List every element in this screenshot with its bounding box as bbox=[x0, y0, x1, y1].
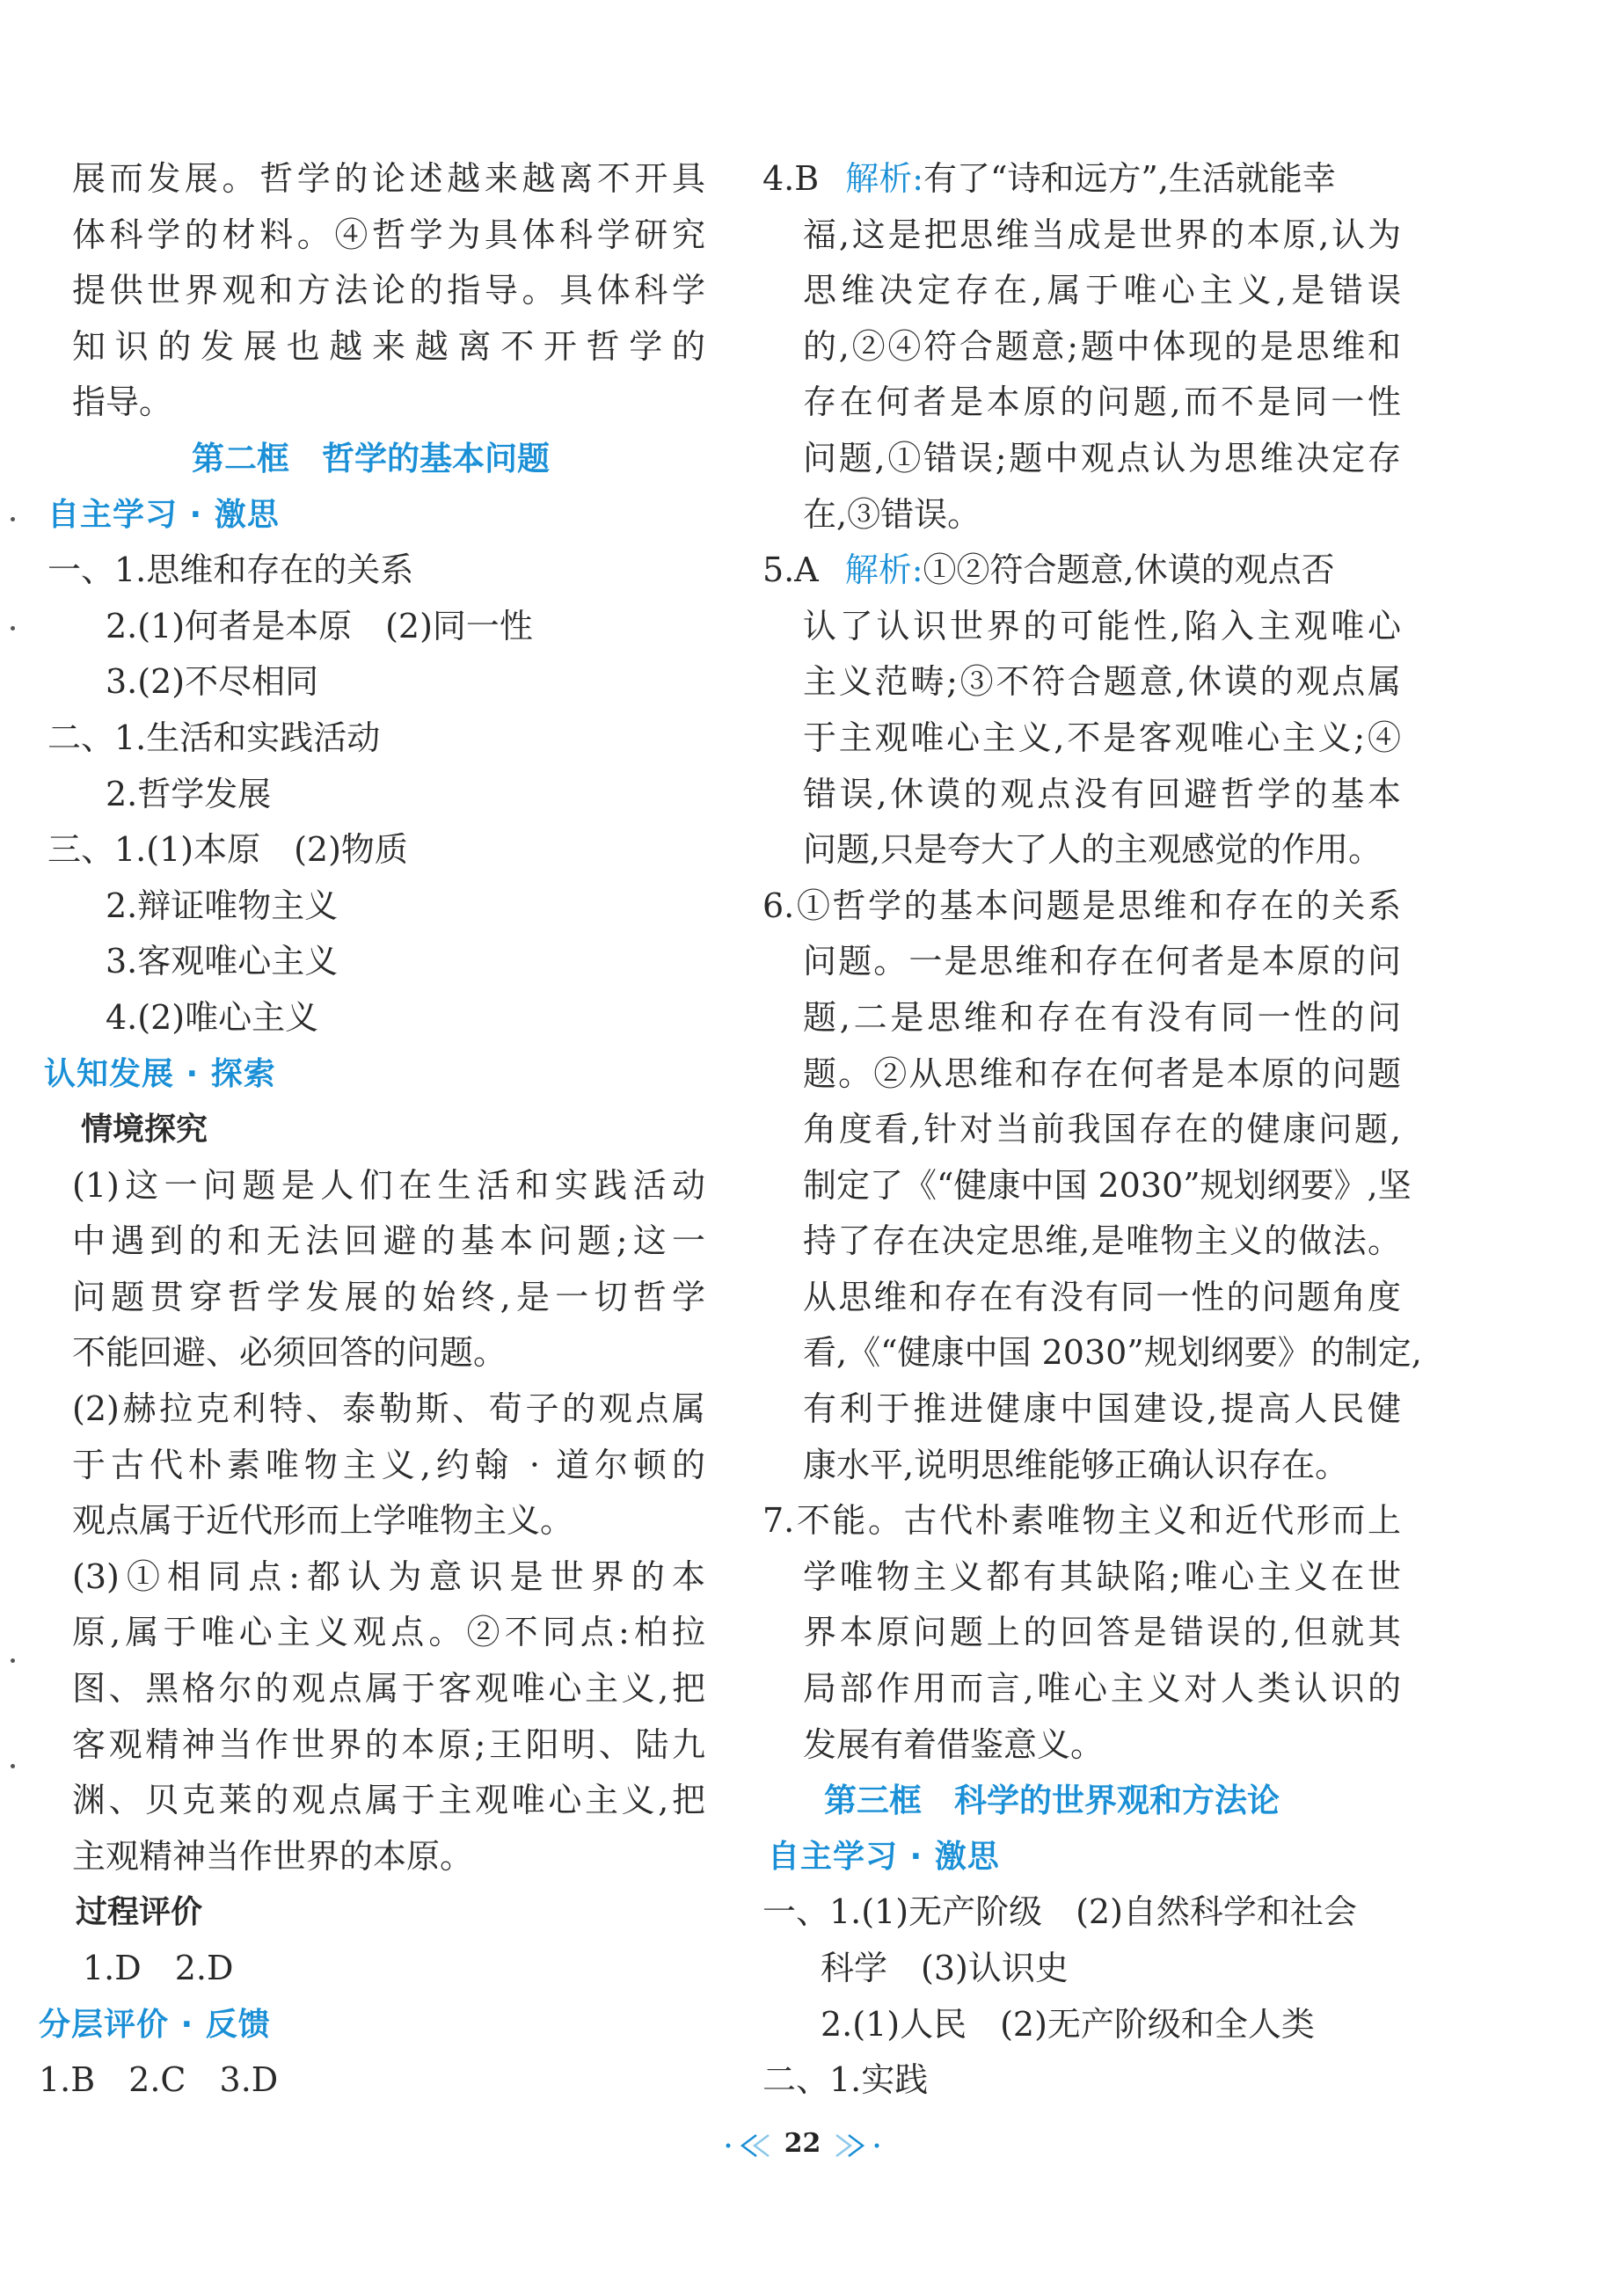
answer-line: 2.辩证唯物主义 bbox=[106, 886, 339, 925]
margin-mark bbox=[11, 626, 15, 630]
answer-line-4 bbox=[762, 151, 1401, 208]
text-line: 于主观唯心主义,不是客观唯心主义;④ bbox=[803, 718, 1401, 757]
text-line: 认了认识世界的可能性,陷入主观唯心 bbox=[803, 606, 1401, 645]
answer-line: 科学 (3)认识史 bbox=[821, 1949, 1069, 1987]
frame-3-title: 第三框 科学的世界观和方法论 bbox=[824, 1782, 1280, 1820]
answer-line: 一、1.思维和存在的关系 bbox=[47, 550, 414, 590]
text-line: 指导。 bbox=[72, 383, 173, 422]
text-line: 错误,休谟的观点没有回避哲学的基本 bbox=[803, 774, 1401, 813]
left-column bbox=[39, 151, 705, 2109]
answer-line-7: 7.不能。古代朴素唯物主义和近代形而上 bbox=[762, 1501, 1401, 1541]
text-line: 原,属于唯心主义观点。②不同点:柏拉 bbox=[72, 1613, 705, 1652]
text-line: 题。②从思维和存在何者是本原的问题 bbox=[803, 1053, 1401, 1093]
text-line: 于古代朴素唯物主义,约翰 · 道尔顿的 bbox=[72, 1445, 705, 1484]
frame-2-title: 第二框 哲学的基本问题 bbox=[192, 439, 550, 477]
text-line: 持了存在决定思维,是唯物主义的做法。 bbox=[803, 1221, 1401, 1261]
margin-mark bbox=[11, 1658, 15, 1663]
text-line: 题,二是思维和存在有没有同一性的问 bbox=[803, 997, 1401, 1037]
text-line: 有利于推进健康中国建设,提高人民健 bbox=[803, 1389, 1401, 1429]
text-line: (1)这一问题是人们在生活和实践活动 bbox=[72, 1165, 705, 1205]
text-line: 界本原问题上的回答是错误的,但就其 bbox=[803, 1613, 1401, 1652]
text-line: 局部作用而言,唯心主义对人类认识的 bbox=[803, 1669, 1401, 1709]
text-line: 知识的发展也越来越离不开哲学的 bbox=[72, 326, 705, 366]
ornament-right-icon bbox=[821, 2132, 882, 2160]
answer-line: 4.(2)唯心主义 bbox=[106, 997, 319, 1037]
text-line: 体科学的材料。④哲学为具体科学研究 bbox=[72, 215, 705, 254]
text-line: 客观精神当作世界的本原;王阳明、陆九 bbox=[72, 1724, 705, 1764]
text-line: 学唯物主义都有其缺陷;唯心主义在世 bbox=[803, 1556, 1401, 1596]
text-line: 角度看,针对当前我国存在的健康问题, bbox=[803, 1110, 1401, 1149]
section-heading-zizhu: 自主学习 · 激思 bbox=[47, 496, 280, 533]
answer-number: 4.B bbox=[762, 159, 820, 198]
text-line: 问题贯穿哲学发展的始终,是一切哲学 bbox=[72, 1277, 705, 1316]
text-line: 的,②④符合题意;题中体现的是思维和 bbox=[803, 326, 1401, 366]
section-heading-fenceng: 分层评价 · 反馈 bbox=[39, 2006, 271, 2043]
subheading-guocheng: 过程评价 bbox=[76, 1894, 203, 1931]
right-column bbox=[762, 151, 1422, 2109]
text-line: 看,《“健康中国 2030”规划纲要》的制定, bbox=[803, 1333, 1422, 1373]
text-line: 思维决定存在,属于唯心主义,是错误 bbox=[803, 271, 1401, 310]
analysis-label: 解析: bbox=[844, 550, 923, 590]
text-line: 存在何者是本原的问题,而不是同一性 bbox=[803, 383, 1401, 422]
answer-line: 2.(1)人民 (2)无产阶级和全人类 bbox=[821, 2004, 1315, 2044]
answer-line-6: 6.①哲学的基本问题是思维和存在的关系 bbox=[762, 886, 1401, 925]
text-line: 渊、贝克莱的观点属于主观唯心主义,把 bbox=[72, 1781, 705, 1820]
answer-number: 5.A bbox=[762, 550, 819, 590]
text-line: 主观精神当作世界的本原。 bbox=[72, 1836, 474, 1876]
page-number-badge bbox=[749, 2128, 857, 2159]
section-heading-zizhu-2: 自主学习 · 激思 bbox=[768, 1838, 1000, 1875]
answer-line: 2.哲学发展 bbox=[106, 774, 272, 813]
answer-line: 1.D 2.D bbox=[83, 1949, 234, 1987]
answer-line: 1.B 2.C 3.D bbox=[39, 2060, 279, 2100]
text-line: (3)①相同点:都认为意识是世界的本 bbox=[72, 1556, 705, 1596]
text-line: 问题,①错误;题中观点认为思维决定存 bbox=[803, 438, 1401, 477]
margin-mark bbox=[11, 517, 15, 521]
text-line: 图、黑格尔的观点属于客观唯心主义,把 bbox=[72, 1669, 705, 1709]
text-line: 中遇到的和无法回避的基本问题;这一 bbox=[72, 1221, 705, 1261]
text-line: 不能回避、必须回答的问题。 bbox=[72, 1333, 507, 1373]
text-line: (2)赫拉克利特、泰勒斯、荀子的观点属 bbox=[72, 1389, 705, 1429]
margin-mark bbox=[11, 1764, 15, 1768]
answer-text: 有了“诗和远方”,生活就能幸 bbox=[923, 159, 1336, 198]
page-footer bbox=[0, 2128, 1605, 2159]
text-line: 问题。一是思维和存在何者是本原的问 bbox=[803, 942, 1401, 981]
answer-line: 二、1.生活和实践活动 bbox=[47, 718, 381, 757]
text-line: 发展有着借鉴意义。 bbox=[803, 1724, 1105, 1764]
answer-line: 3.客观唯心主义 bbox=[106, 942, 339, 981]
answer-line: 3.(2)不尽相同 bbox=[106, 662, 319, 702]
text-line: 制定了《“健康中国 2030”规划纲要》,坚 bbox=[803, 1165, 1412, 1205]
ornament-left-icon bbox=[723, 2132, 784, 2160]
answer-line: 三、1.(1)本原 (2)物质 bbox=[47, 830, 408, 870]
answer-line: 2.(1)何者是本原 (2)同一性 bbox=[106, 606, 533, 645]
text-line: 主义范畴;③不符合题意,休谟的观点属 bbox=[803, 662, 1401, 702]
analysis-label: 解析: bbox=[845, 159, 923, 198]
page-number: 22 bbox=[784, 2128, 821, 2159]
answer-line-5 bbox=[762, 543, 1401, 599]
answer-line: 二、1.实践 bbox=[762, 2060, 929, 2100]
text-line: 问题,只是夸大了人的主观感觉的作用。 bbox=[803, 830, 1382, 870]
text-line: 提供世界观和方法论的指导。具体科学 bbox=[72, 271, 705, 310]
text-line: 康水平,说明思维能够正确认识存在。 bbox=[803, 1445, 1349, 1484]
text-line: 从思维和存在有没有同一性的问题角度 bbox=[803, 1277, 1401, 1316]
section-heading-renzhi: 认知发展 · 探索 bbox=[44, 1055, 276, 1092]
subheading-qingjing: 情境探究 bbox=[81, 1112, 208, 1148]
text-line: 在,③错误。 bbox=[803, 494, 981, 534]
text-line: 展而发展。哲学的论述越来越离不开具 bbox=[72, 159, 705, 198]
text-line: 观点属于近代形而上学唯物主义。 bbox=[72, 1501, 574, 1541]
text-line: 福,这是把思维当成是世界的本原,认为 bbox=[803, 215, 1401, 254]
answer-text: ①②符合题意,休谟的观点否 bbox=[923, 550, 1335, 590]
answer-line: 一、1.(1)无产阶级 (2)自然科学和社会 bbox=[762, 1892, 1357, 1932]
